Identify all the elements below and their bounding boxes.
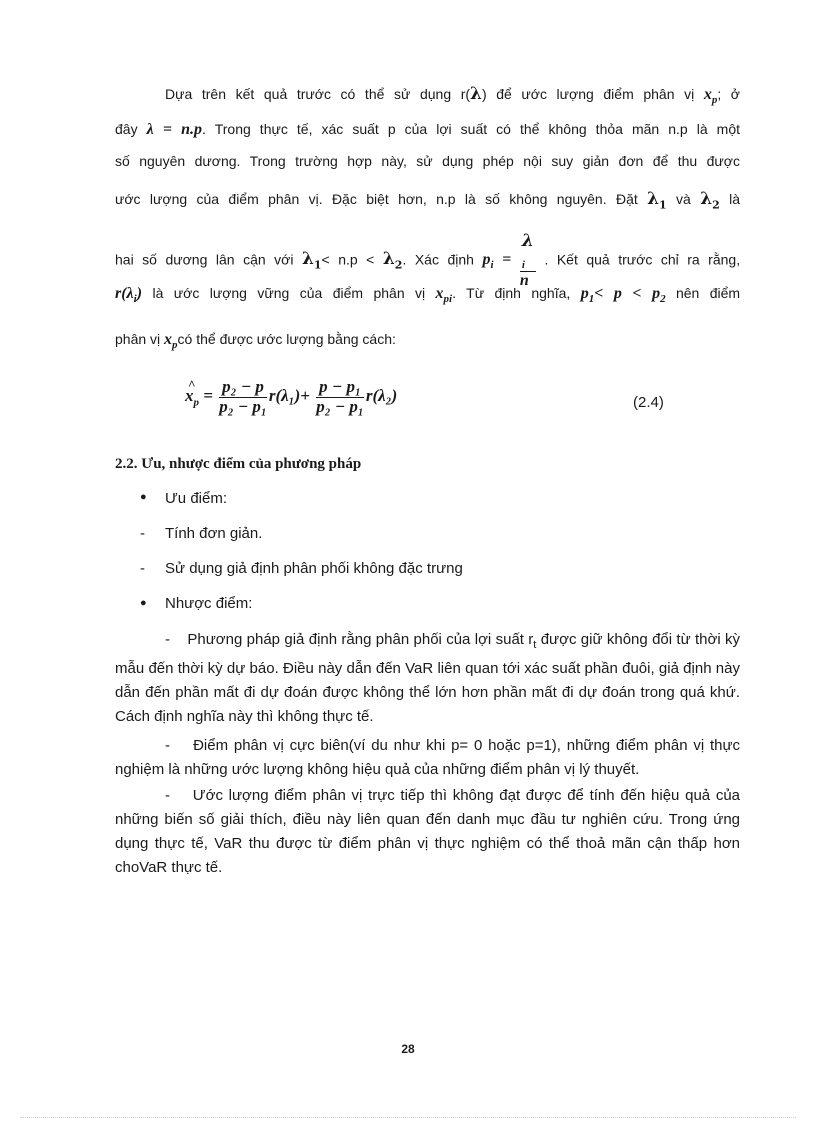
text: và — [676, 191, 691, 207]
fraction-1: $\frac{\text{p₂ − p}}{\text{p₂ − p₁}}$ — [219, 377, 267, 416]
text: đây — [115, 121, 138, 137]
math-lambda-1: $\lambda_1$ — [301, 249, 322, 272]
paragraph-line-6 — [115, 285, 740, 305]
math-x-pi: $x_{pi}$ — [435, 285, 453, 306]
lambda-symbol: λ — [470, 84, 482, 104]
advantage-item-1: Tính đơn giản. — [165, 525, 263, 542]
dash-icon: - — [165, 737, 170, 754]
text: . Trong thực tế, xác suất p của lợi suất có thể không thỏa mãn n.p là một — [202, 121, 741, 137]
bullet-icon: ● — [140, 597, 147, 609]
paragraph-line-7 — [115, 331, 740, 351]
disadvantage-item-2: - Điểm phân vị cực biên(ví du như khi p= 0 hoặc p=1), những điểm phân vị thực nghiệm là những ước lượng không hiệu quả của những điểm phân vị lý thuyết. — [115, 737, 740, 778]
dash-icon: - — [140, 560, 145, 577]
math-lambda-2: $\lambda_2$ — [700, 189, 720, 212]
text: . Từ định nghĩa, — [452, 285, 571, 301]
paragraph-line-5 — [115, 232, 740, 290]
bullet-icon: ● — [140, 491, 147, 503]
math-x-p: $x_p$ — [164, 331, 178, 352]
text: số nguyên dương. Trong trường hợp này, sử dụng phép nội suy giản đơn để thu được — [115, 153, 740, 169]
footer-divider — [20, 1117, 796, 1118]
math-lambda-def: λ = n.p — [146, 121, 203, 138]
paragraph-line-2 — [115, 121, 740, 139]
math-lambda-1: $\lambda_1$ — [647, 189, 667, 212]
math-p-i-def: $p_i$ = λ $_i$ n — [482, 231, 534, 289]
text: Dựa trên kết quả trước có thể sử dụng r( — [165, 86, 471, 102]
math-r-lambda-2: r(λ₂) — [365, 386, 398, 406]
text: là — [729, 191, 741, 207]
math-r-lambda-i: $r(\lambda_i)$ — [115, 285, 143, 306]
disadvantage-item-1: - Phương pháp giả định rằng phân phối của lợi suất $r_t$ được giữ không đổi từ thời kỳ mẫu đến thời kỳ dự báo. Điều này dẫn đến VaR liên quan tới xác suất phần đuôi, giả định này dẫn đến phần mất đi dự đoán được không thể lớn hơn phần mất đi dự đoán trong quá khứ. Cách định nghĩa này thì không thực tế. — [115, 631, 741, 725]
text: ước lượng của điểm phân vị. Đặc biệt hơn, n.p là số không nguyên. Đặt — [115, 191, 638, 207]
fraction-2: $\frac{\text{p − p₁}}{\text{p₂ − p₁}}$ — [316, 377, 364, 416]
dash-icon: - — [140, 525, 145, 542]
dash-icon: - — [165, 787, 170, 804]
advantages-label: Ưu điểm: — [165, 490, 227, 507]
text: nên điểm — [675, 285, 741, 301]
equation-number: (2.4) — [633, 394, 664, 411]
math-x-hat-p: ^ $x_p$ — [185, 377, 199, 409]
text: hai số dương lân cận với — [115, 251, 294, 268]
disadvantage-item-3: - Ước lượng điểm phân vị trực tiếp thì không đạt được để tính đến hiệu quả của những biến số giải thích, điều này liên quan đến danh mục đầu tư nghiên cứu. Trong ứng dụng thực tế, VaR thu được từ điểm phân vị thực nghiệm có thể thoả mãn cận thấp hơn choVaR thực tế. — [115, 787, 741, 876]
text: . Xác định — [402, 251, 474, 268]
text: ) để ước lượng điểm phân vị — [481, 86, 695, 102]
page-number: 28 — [401, 1042, 415, 1056]
advantage-item-2: Sử dụng giả định phân phối không đặc trưng — [165, 560, 463, 577]
math-p-inequality: $p_1< p < p_2$ — [580, 285, 666, 306]
text: là ước lượng vững của điểm phân vị — [152, 285, 426, 301]
text: có thể được ước lượng bằng cách: — [177, 331, 396, 347]
text: . Kết quả trước chỉ ra rằng, — [544, 251, 741, 268]
disadvantages-label: Nhược điểm: — [165, 595, 253, 612]
math-r-lambda-1: r(λ₁) — [268, 386, 301, 406]
equation-2-4: ^ $x_p$ = $\frac{\text{p₂ − p}}{\text{p₂ − p₁}}$ r(λ₁)+ $\frac{\text{p − p₁}}{\text{p₂ − p₁}}$ r(λ₂) — [185, 377, 398, 416]
math-x-p: $x_p$ — [703, 86, 718, 107]
text: ; ở — [717, 86, 740, 102]
paragraph-line-4 — [115, 189, 740, 211]
paragraph-line-1 — [165, 84, 740, 106]
text: < n.p < — [321, 251, 375, 268]
math-lambda-2: $\lambda_2$ — [382, 249, 403, 272]
paragraph-line-3 — [115, 153, 740, 169]
text: phân vị — [115, 331, 161, 347]
dash-icon: - — [165, 631, 170, 648]
section-heading: 2.2. Ưu, nhược điểm của phương pháp — [115, 456, 362, 472]
